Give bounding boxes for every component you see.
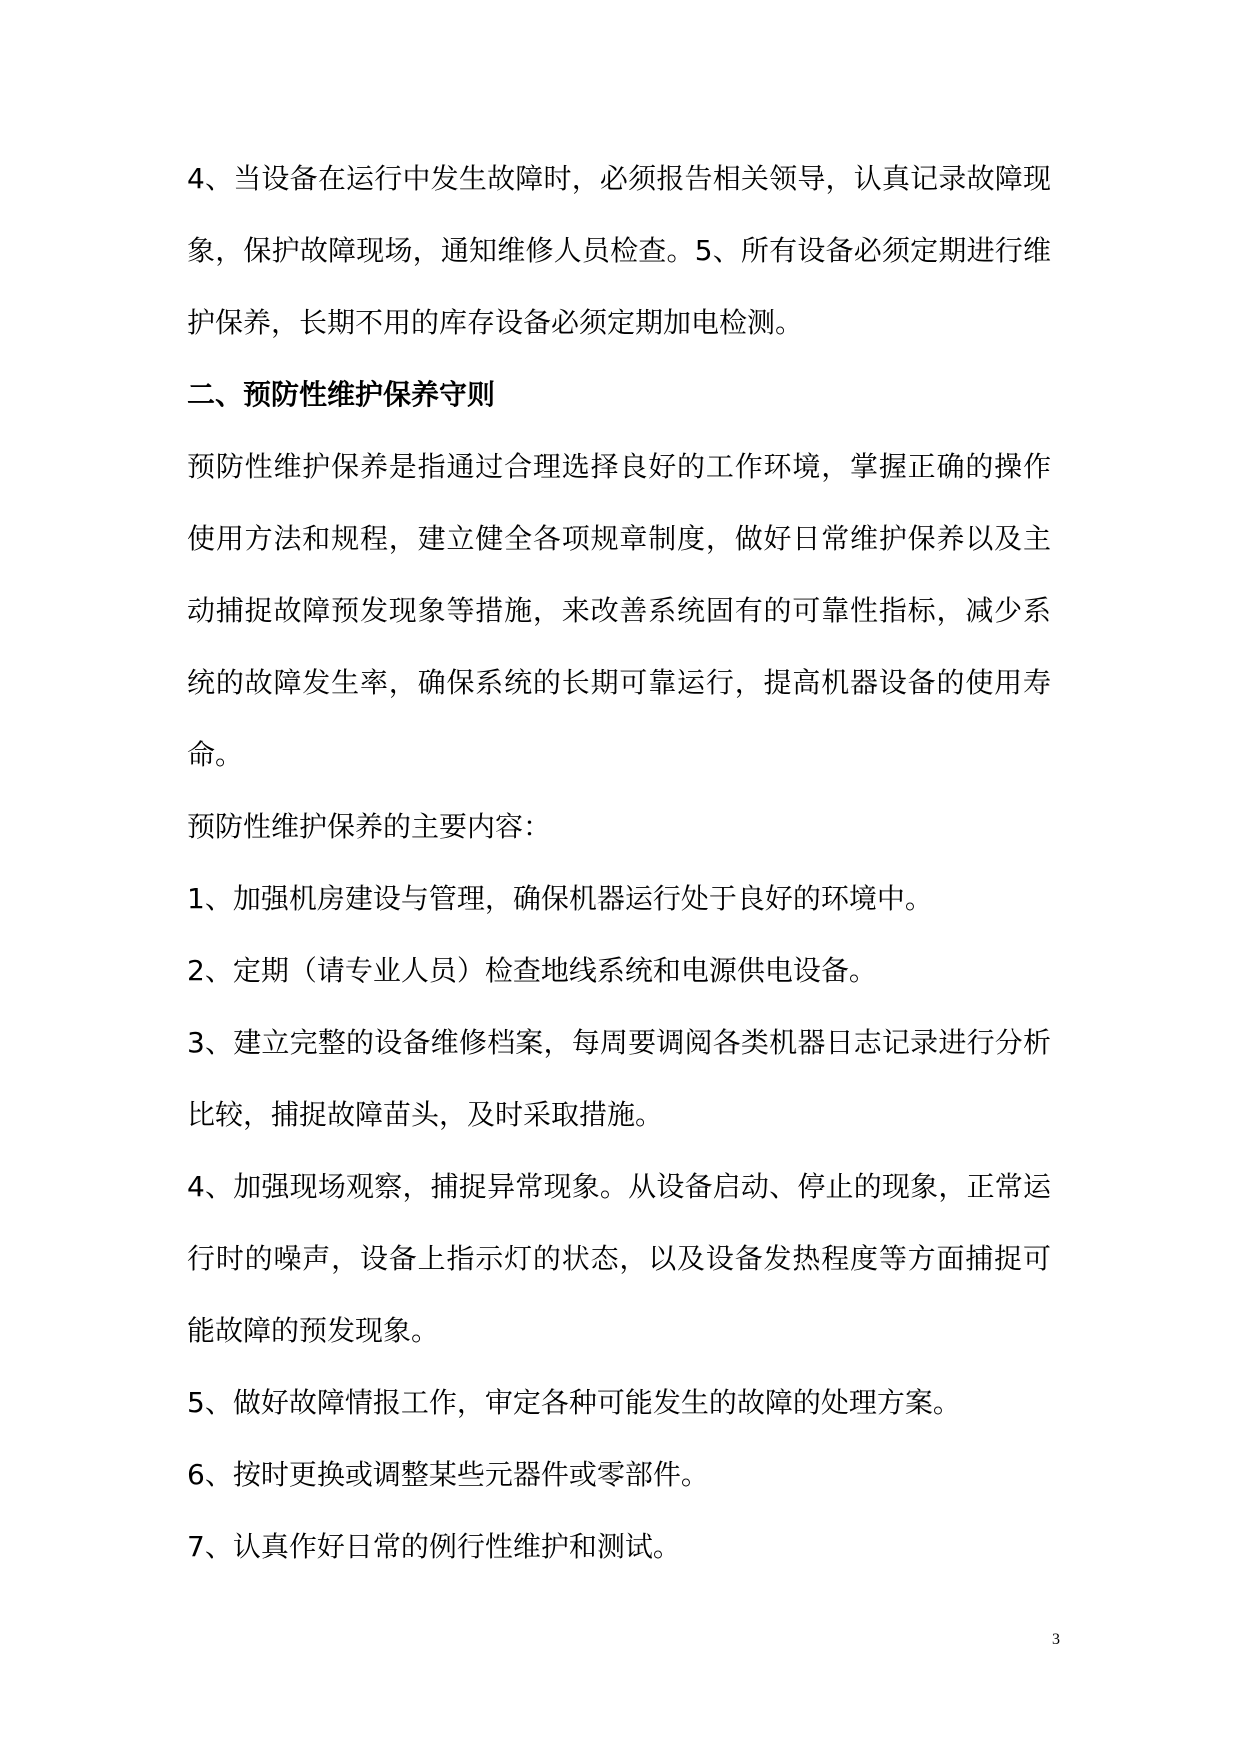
list-item-7: 7、认真作好日常的例行性维护和测试。 bbox=[187, 1530, 681, 1563]
section-heading-preventive-maintenance: 二、预防性维护保养守则 bbox=[187, 378, 496, 411]
paragraph-fault-reporting: 4、当设备在运行中发生故障时，必须报告相关领导，认真记录故障现象，保护故障现场，通知维修人员检查。5、所有设备必须定期进行维护保养，长期不用的库存设备必须定期加电检测。 bbox=[187, 162, 1051, 339]
paragraph-main-content-intro: 预防性维护保养的主要内容： bbox=[187, 810, 552, 843]
document-body bbox=[187, 143, 1051, 1583]
list-item-4: 4、加强现场观察，捕捉异常现象。从设备启动、停止的现象，正常运行时的噪声，设备上指示灯的状态，以及设备发热程度等方面捕捉可能故障的预发现象。 bbox=[187, 1170, 1051, 1347]
list-item-5: 5、做好故障情报工作，审定各种可能发生的故障的处理方案。 bbox=[187, 1386, 961, 1419]
paragraph-preventive-definition: 预防性维护保养是指通过合理选择良好的工作环境，掌握正确的操作使用方法和规程，建立健全各项规章制度，做好日常维护保养以及主动捕捉故障预发现象等措施，来改善系统固有的可靠性指标，减少系统的故障发生率，确保系统的长期可靠运行，提高机器设备的使用寿命。 bbox=[187, 450, 1051, 771]
list-item-2: 2、定期（请专业人员）检查地线系统和电源供电设备。 bbox=[187, 954, 877, 987]
list-item-1: 1、加强机房建设与管理，确保机器运行处于良好的环境中。 bbox=[187, 882, 933, 915]
page-number: 3 bbox=[1052, 1631, 1060, 1648]
list-item-6: 6、按时更换或调整某些元器件或零部件。 bbox=[187, 1458, 709, 1491]
list-item-3: 3、建立完整的设备维修档案，每周要调阅各类机器日志记录进行分析比较，捕捉故障苗头，及时采取措施。 bbox=[187, 1026, 1051, 1131]
